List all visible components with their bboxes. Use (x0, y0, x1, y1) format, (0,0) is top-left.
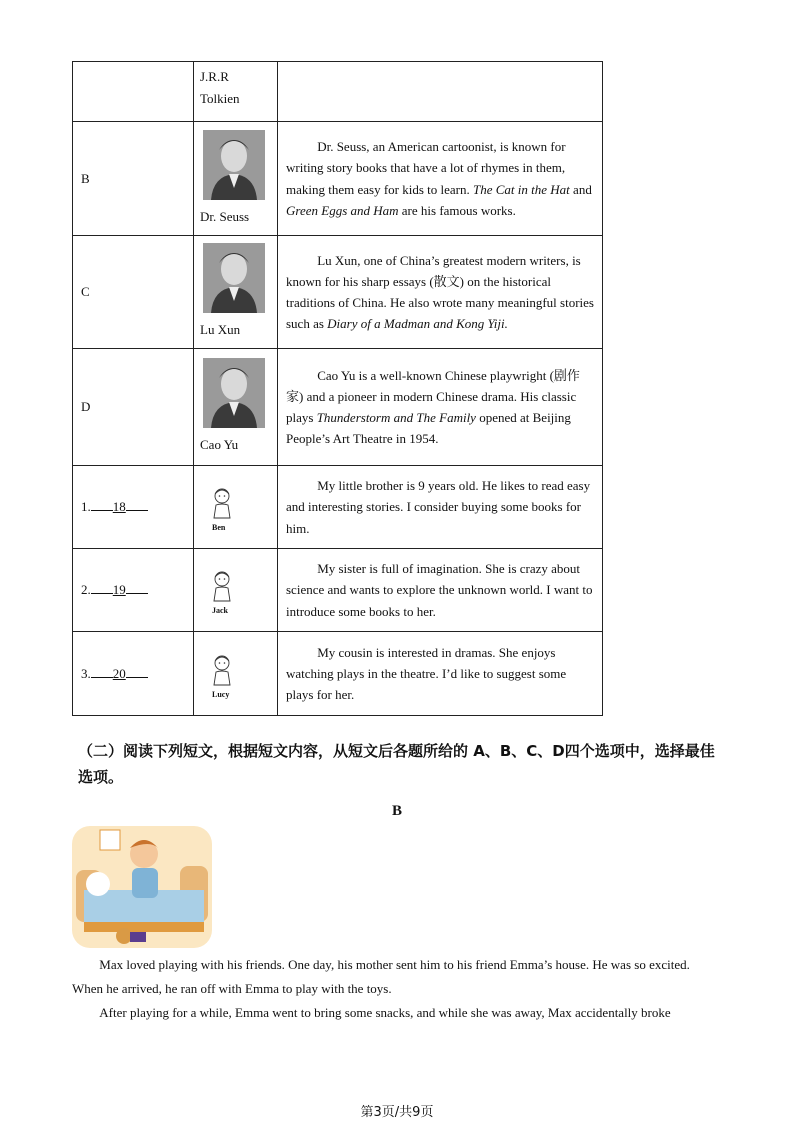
description-cell (278, 632, 603, 716)
row-label: B (81, 170, 90, 186)
answer-blank-line (91, 498, 113, 511)
book-title: The Cat in the Hat (473, 181, 570, 197)
author-cell (194, 236, 278, 349)
question-number: 19 (112, 582, 126, 598)
book-title: Green Eggs and Ham (286, 202, 399, 218)
row-label: 2. (81, 582, 91, 598)
author-cell (194, 122, 278, 236)
row-label: 1. (81, 499, 91, 515)
description-text (286, 475, 594, 538)
row-label-cell (73, 549, 194, 632)
row-label-cell (73, 236, 194, 349)
description-text (286, 642, 594, 705)
description-cell (278, 349, 603, 466)
question-number: 18 (112, 499, 126, 515)
text-span: My cousin is interested in dramas. She enjoys watching plays in the theatre. I’d like to suggest some plays for her. (286, 644, 567, 703)
author-portrait (203, 243, 265, 313)
author-name: Cao Yu (200, 437, 239, 453)
answer-blank-line (91, 581, 113, 594)
row-label: C (81, 284, 90, 300)
answer-blank-line (126, 581, 148, 594)
table-row (73, 122, 603, 236)
answer-blank-line (91, 665, 113, 678)
description-cell (278, 122, 603, 236)
author-cell (194, 632, 278, 716)
row-label-cell (73, 122, 194, 236)
table-row (73, 549, 603, 632)
row-label-cell (73, 349, 194, 466)
author-cell (194, 349, 278, 466)
description-cell (278, 62, 603, 122)
kid-drawing (208, 649, 236, 691)
passage-text (72, 953, 722, 1025)
description-text (286, 250, 594, 334)
author-portrait (203, 358, 265, 428)
text-span: Lu Xun, one of China’s greatest modern writers, is known for his sharp essays (散文) on the historical traditions of China. He also wrote many meaningful stories such as (286, 252, 594, 332)
description-cell (278, 466, 603, 549)
text-span: are his famous works. (398, 202, 516, 218)
question-number: 20 (112, 665, 126, 681)
row-label-cell (73, 466, 194, 549)
illustration-boy-at-bed (72, 826, 212, 948)
page-footer: 第3页/共9页 (360, 1105, 434, 1120)
passage-paragraph: Max loved playing with his friends. One day, his mother sent him to his friend Emma’s house. He was so excited. When he arrived, he ran off with Emma to play with the toys. (72, 957, 690, 997)
author-cell (194, 62, 278, 122)
text-span: and (569, 181, 592, 197)
description-text (286, 365, 594, 449)
table-row (73, 236, 603, 349)
row-label-cell (73, 632, 194, 716)
table-row (73, 466, 603, 549)
book-title: Thunderstorm and The Family (316, 410, 476, 425)
author-name: Dr. Seuss (200, 208, 250, 224)
author-portrait (203, 130, 265, 200)
table-row (73, 349, 603, 466)
text-span: My little brother is 9 years old. He likes to read easy and interesting stories. I consider buying some books for him. (286, 478, 591, 536)
author-name: Lu Xun (200, 322, 241, 338)
kid-name: Lucy (212, 689, 230, 699)
book-title: Diary of a Madman and Kong Yiji. (327, 316, 508, 332)
answer-blank-line (126, 665, 148, 678)
description-text (286, 558, 594, 621)
kid-name: Ben (212, 523, 226, 532)
description-text (286, 136, 594, 220)
section-heading: （二）阅读下列短文，根据短文内容，从短文后各题所给的 A、B、C、D四个选项中，选择最佳选项。 (78, 742, 715, 787)
table-row (73, 632, 603, 716)
row-label-cell (73, 62, 194, 122)
text-span: My sister is full of imagination. She is crazy about science and wants to explore the unknown world. I want to introduce some books to her. (286, 561, 593, 619)
kid-name: Jack (212, 606, 228, 615)
passage-label: B (391, 803, 402, 819)
row-label: D (81, 399, 91, 415)
row-label: 3. (81, 665, 91, 681)
answer-blank-line (126, 498, 148, 511)
author-cell (194, 549, 278, 632)
authors-table (72, 61, 603, 716)
passage-paragraph: After playing for a while, Emma went to bring some snacks, and while she was away, Max accidentally broke (99, 1005, 671, 1021)
kid-drawing (208, 565, 236, 607)
author-name: J.R.R Tolkien (200, 69, 240, 107)
kid-drawing (208, 482, 236, 524)
table-row (73, 62, 603, 122)
description-cell (278, 236, 603, 349)
description-cell (278, 549, 603, 632)
author-cell (194, 466, 278, 549)
text-span: Dr. Seuss, an American cartoonist, is known for writing story books that have a lot of rhymes in them, making them easy for kids to learn. (286, 139, 566, 197)
text-span: Cao Yu is a well-known Chinese playwright (剧作家) and a pioneer in modern Chinese drama. His classic plays (286, 367, 580, 425)
text-span: opened at Beijing People’s Art Theatre in 1954. (286, 410, 571, 447)
